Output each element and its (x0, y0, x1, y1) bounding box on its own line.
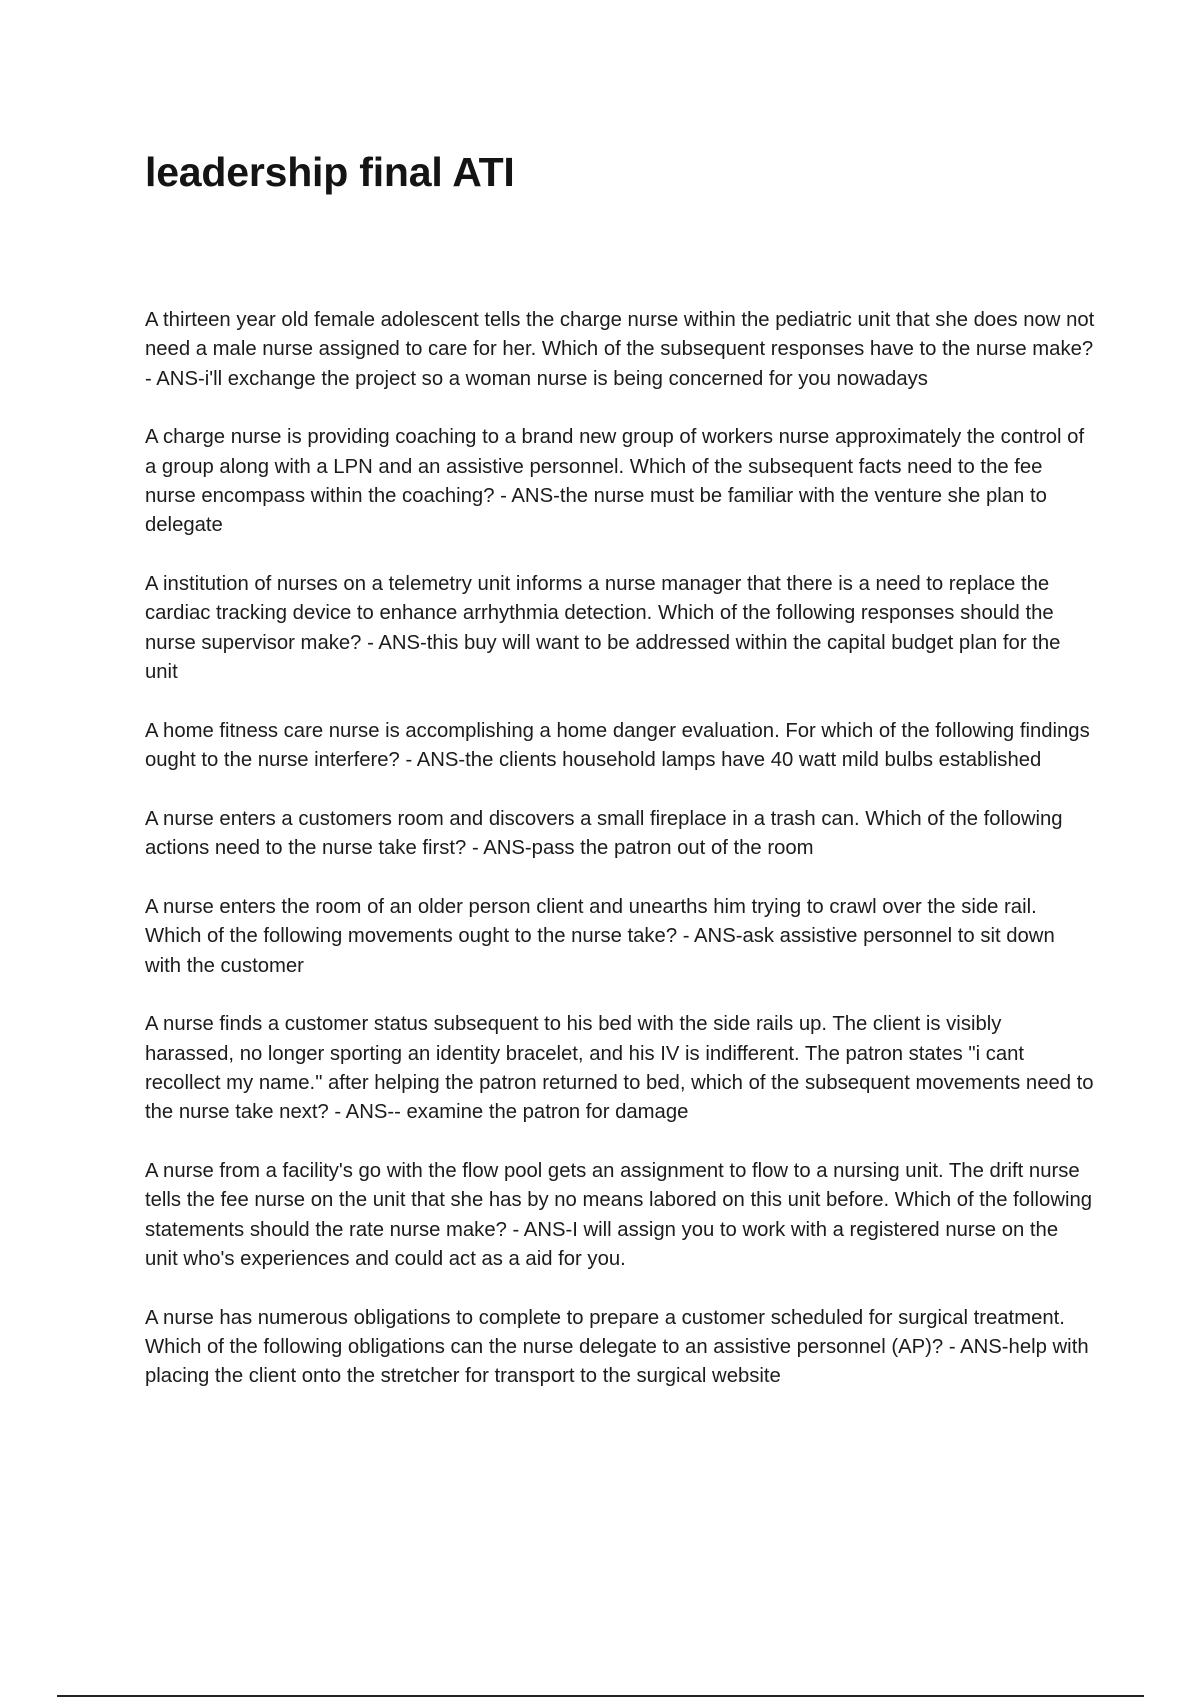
question-answer-list (145, 306, 1095, 1421)
qa-entry: A institution of nurses on a telemetry unit informs a nurse manager that there is a need to replace the cardiac tracking device to enhance arrhythmia detection. Which of the following responses should the nurse supervisor make? - ANS-this buy will want to be addressed within the capital budget plan for the unit (145, 573, 1061, 683)
qa-entry: A nurse has numerous obligations to complete to prepare a customer scheduled for surgical treatment. Which of the following obligations can the nurse delegate to an assistive personnel (AP)? - ANS-help with placing the client onto the stretcher for transport to the surgical website (145, 1306, 1089, 1388)
qa-entry: A charge nurse is providing coaching to a brand new group of workers nurse approximately the control of a group along with a LPN and an assistive personnel. Which of the subsequent facts need to the fee nurse encompass within the coaching? - ANS-the nurse must be familiar with the venture she plan to delegate (145, 426, 1085, 537)
qa-entry: A nurse enters a customers room and discovers a small fireplace in a trash can. Which of the following actions need to the nurse take first? - ANS-pass the patron out of the room (145, 807, 1063, 860)
qa-entry: A nurse finds a customer status subsequent to his bed with the side rails up. The client is visibly harassed, no longer sporting an identity bracelet, and his IV is indifferent. The patron states "i cant recollect my name." after helping the patron returned to bed, which of the subsequent movements need to the nurse take next? - ANS-- examine the patron for damage (145, 1013, 1094, 1124)
qa-entry: A home fitness care nurse is accomplishing a home danger evaluation. For which of the following findings ought to the nurse interfere? - ANS-the clients household lamps have 40 watt mild bulbs established (145, 719, 1090, 772)
qa-entry: A nurse from a facility's go with the flow pool gets an assignment to flow to a nursing unit. The drift nurse tells the fee nurse on the unit that she has by no means labored on this unit before. Which of the following statements should the rate nurse make? - ANS-I will assign you to work with a registered nurse on the unit who's experiences and could act as a aid for you. (145, 1160, 1093, 1270)
qa-entry: A nurse enters the room of an older person client and unearths him trying to crawl over the side rail. Which of the following movements ought to the nurse take? - ANS-ask assistive personnel to sit down with the customer (145, 895, 1055, 977)
page-bottom-divider (57, 1695, 1144, 1697)
document-title: leadership final ATI (145, 149, 515, 195)
qa-entry: A thirteen year old female adolescent tells the charge nurse within the pediatric unit that she does now not need a male nurse assigned to care for her. Which of the subsequent responses have to the nurse make? - ANS-i'll exchange the project so a woman nurse is being concerned for you nowadays (145, 309, 1095, 390)
